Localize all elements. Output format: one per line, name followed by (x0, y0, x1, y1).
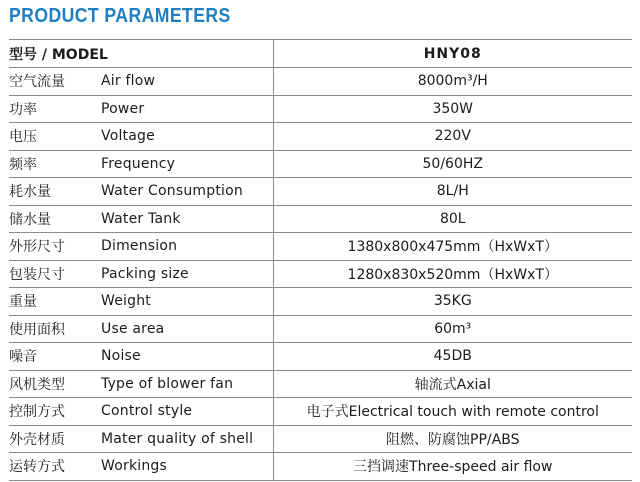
param-value: 50/60HZ (273, 150, 632, 178)
param-value: 60m³ (273, 315, 632, 343)
table-row (9, 315, 632, 343)
table-row (9, 233, 632, 261)
table-row (9, 370, 632, 398)
param-name-zh: 噪音 (9, 343, 101, 371)
table-row (9, 288, 632, 316)
param-name-zh: 重量 (9, 288, 101, 316)
table-row (9, 178, 632, 206)
page-title: PRODUCT PARAMETERS (9, 5, 231, 27)
param-name-en: Control style (101, 398, 273, 426)
param-name-en: Weight (101, 288, 273, 316)
param-name-zh: 外壳材质 (9, 425, 101, 453)
param-value: 8000m³/H (273, 68, 632, 96)
table-row (9, 150, 632, 178)
param-value: 轴流式Axial (273, 370, 632, 398)
table-row (9, 205, 632, 233)
param-name-en: Mater quality of shell (101, 425, 273, 453)
table-row (9, 68, 632, 96)
param-name-en: Type of blower fan (101, 370, 273, 398)
param-name-en: Water Consumption (101, 178, 273, 206)
param-name-en: Packing size (101, 260, 273, 288)
param-value: 1380x800x475mm（HxWxT） (273, 233, 632, 261)
table-row (9, 260, 632, 288)
param-name-en: Frequency (101, 150, 273, 178)
param-value: 35KG (273, 288, 632, 316)
table-row (9, 425, 632, 453)
param-value: 80L (273, 205, 632, 233)
param-name-en: Power (101, 95, 273, 123)
param-name-zh: 外形尺寸 (9, 233, 101, 261)
param-name-zh: 空气流量 (9, 68, 101, 96)
parameters-table (9, 39, 632, 481)
param-value: 三挡调速Three-speed air flow (273, 453, 632, 481)
param-name-zh: 频率 (9, 150, 101, 178)
param-name-zh: 功率 (9, 95, 101, 123)
param-value: 8L/H (273, 178, 632, 206)
model-label: 型号 / MODEL (9, 40, 273, 68)
param-name-en: Workings (101, 453, 273, 481)
param-name-zh: 控制方式 (9, 398, 101, 426)
table-row (9, 398, 632, 426)
param-name-en: Air flow (101, 68, 273, 96)
param-name-zh: 电压 (9, 123, 101, 151)
param-value: 阻燃、防腐蚀PP/ABS (273, 425, 632, 453)
param-name-en: Noise (101, 343, 273, 371)
param-name-en: Dimension (101, 233, 273, 261)
table-row (9, 343, 632, 371)
param-value: 电子式Electrical touch with remote control (273, 398, 632, 426)
param-name-en: Water Tank (101, 205, 273, 233)
param-name-zh: 运转方式 (9, 453, 101, 481)
param-value: 1280x830x520mm（HxWxT） (273, 260, 632, 288)
param-value: 45DB (273, 343, 632, 371)
param-name-zh: 使用面积 (9, 315, 101, 343)
param-name-en: Voltage (101, 123, 273, 151)
param-name-en: Use area (101, 315, 273, 343)
table-row (9, 453, 632, 481)
param-name-zh: 风机类型 (9, 370, 101, 398)
param-name-zh: 包装尺寸 (9, 260, 101, 288)
table-row (9, 123, 632, 151)
table-row (9, 95, 632, 123)
param-name-zh: 耗水量 (9, 178, 101, 206)
model-value: HNY08 (273, 40, 632, 68)
table-header-row (9, 40, 632, 68)
param-value: 220V (273, 123, 632, 151)
param-name-zh: 储水量 (9, 205, 101, 233)
param-value: 350W (273, 95, 632, 123)
